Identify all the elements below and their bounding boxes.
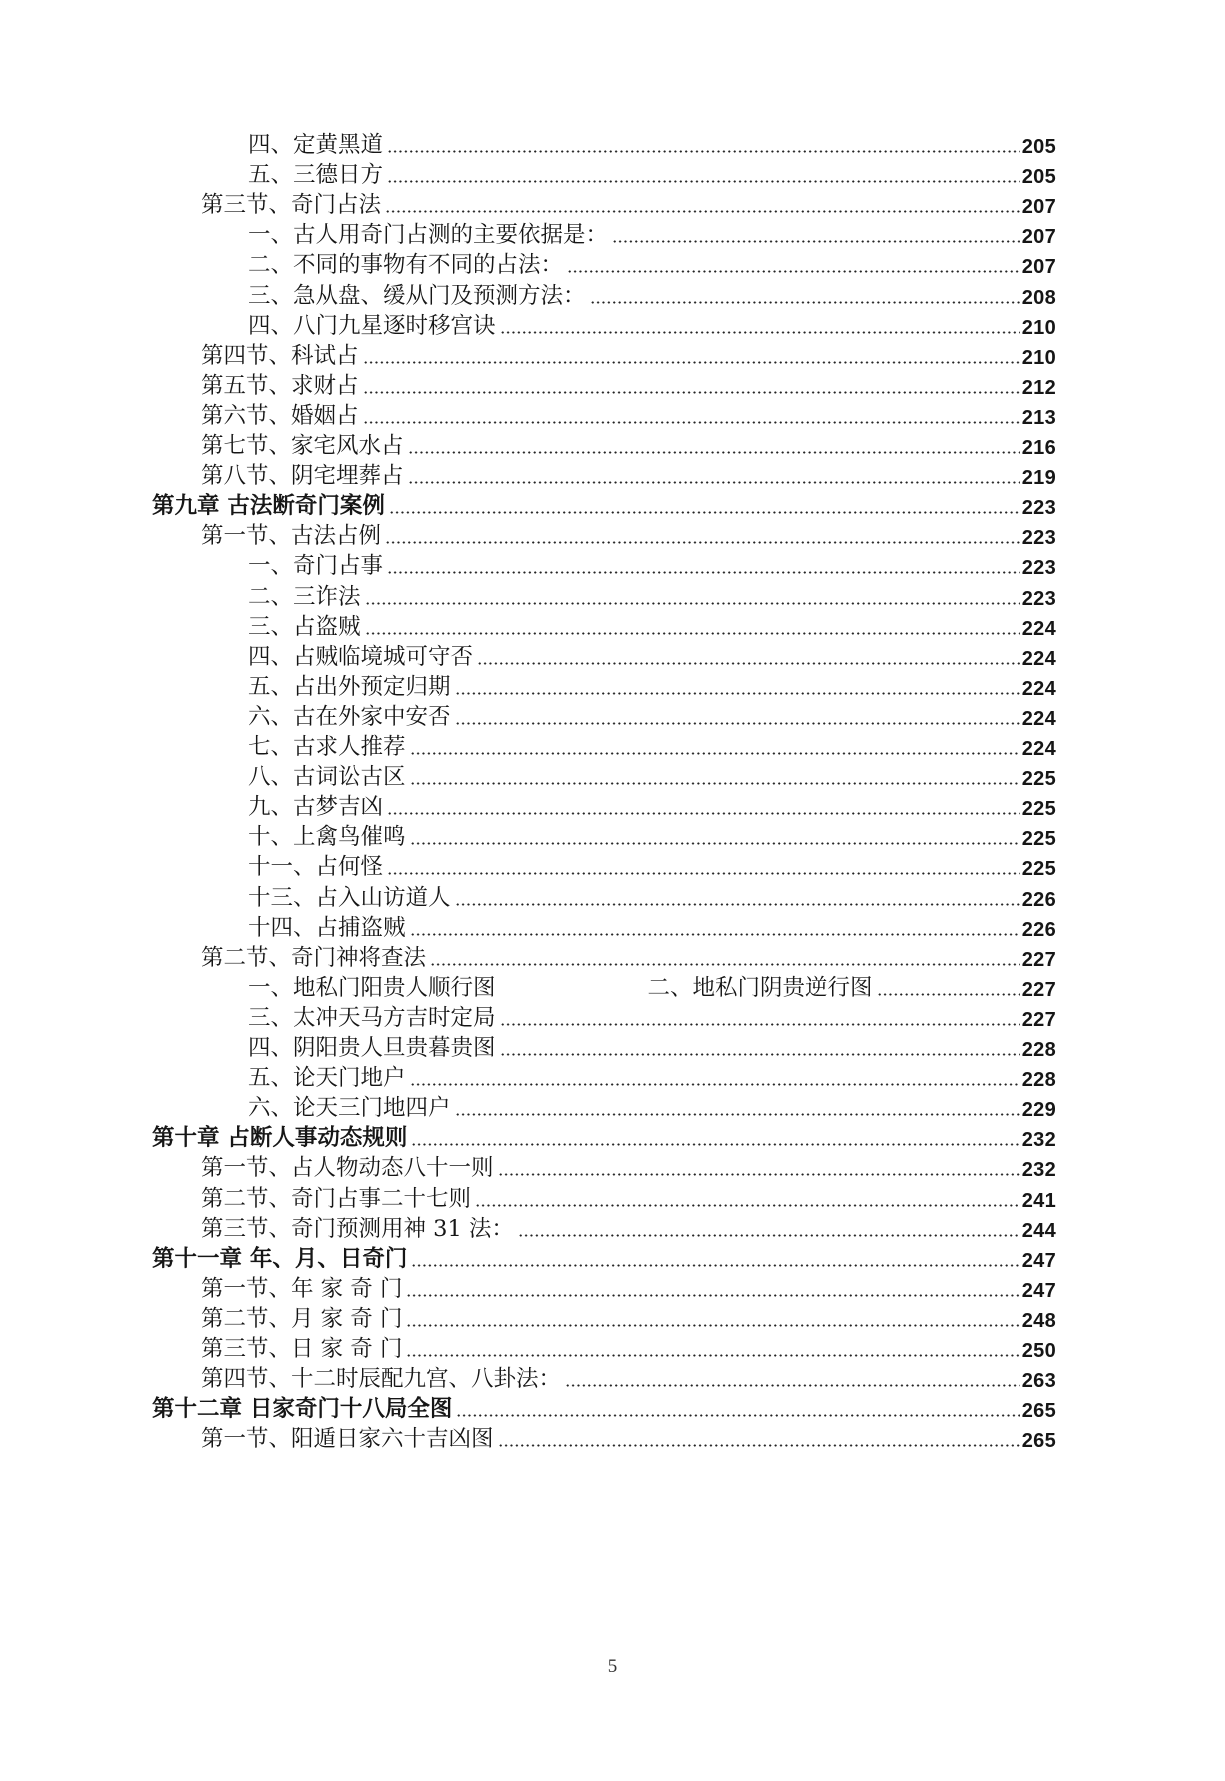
toc-entry[interactable] <box>248 1089 1056 1123</box>
toc-entry-title: 第五节、求财占 <box>201 372 359 399</box>
toc-entry[interactable] <box>201 1300 1056 1334</box>
toc-entry-page: 216 <box>1021 437 1056 459</box>
toc-entry[interactable] <box>248 848 1056 882</box>
dot-leader <box>565 1384 1020 1387</box>
dot-leader <box>455 1113 1020 1116</box>
toc-entry-title: 第三节、奇门预测用神 31 法： <box>201 1215 514 1242</box>
toc-entry-title: 第三节、奇门占法 <box>201 192 382 219</box>
dot-leader <box>500 331 1020 334</box>
toc-entry[interactable] <box>201 1270 1056 1304</box>
dot-leader <box>500 1053 1020 1056</box>
dot-leader <box>363 391 1020 394</box>
toc-entry[interactable] <box>248 969 1056 1003</box>
toc-entry[interactable] <box>248 578 1056 612</box>
dot-leader <box>567 270 1020 273</box>
toc-entry-page: 212 <box>1021 376 1056 399</box>
toc-entry[interactable] <box>248 698 1056 732</box>
toc-entry-page: 250 <box>1021 1340 1056 1362</box>
toc-entry-title-secondary: 二、地私门阴贵逆行图 <box>647 974 873 1001</box>
toc-entry[interactable] <box>248 126 1056 160</box>
toc-entry-title: 第十一章 年、月、日奇门 <box>152 1245 408 1272</box>
toc-entry-page: 225 <box>1021 798 1056 821</box>
toc-entry[interactable] <box>248 999 1056 1033</box>
toc-entry-title: 第四节、十二时辰配九宫、八卦法： <box>201 1366 562 1393</box>
toc-entry-title: 第三节、日 家 奇 门 <box>201 1336 403 1362</box>
toc-entry[interactable] <box>248 818 1056 852</box>
toc-entry[interactable] <box>201 1330 1056 1364</box>
toc-entry-title: 三、占盗贼 <box>248 613 361 640</box>
toc-entry-page: 241 <box>1021 1189 1056 1212</box>
dot-leader <box>385 541 1020 544</box>
toc-entry-title: 第二节、月 家 奇 门 <box>201 1305 403 1332</box>
dot-leader <box>500 1023 1020 1026</box>
toc-entry-title: 九、古梦吉凶 <box>248 794 384 821</box>
toc-entry-page: 248 <box>1021 1309 1056 1332</box>
toc-entry-page: 213 <box>1021 406 1056 429</box>
dot-leader <box>477 662 1020 665</box>
toc-entry[interactable] <box>248 788 1056 822</box>
toc-entry-page: 208 <box>1021 286 1056 309</box>
toc-entry-page: 227 <box>1021 1008 1056 1031</box>
toc-entry-page: 228 <box>1021 1039 1056 1061</box>
toc-entry[interactable] <box>201 1180 1056 1214</box>
toc-entry-page: 210 <box>1021 316 1056 339</box>
toc-entry-title: 第九章 古法断奇门案例 <box>152 493 385 520</box>
toc-entry-page: 224 <box>1021 707 1056 730</box>
dot-leader <box>387 812 1020 815</box>
toc-entry[interactable] <box>152 1119 1056 1153</box>
toc-entry[interactable] <box>201 1210 1056 1244</box>
toc-entry[interactable] <box>248 909 1056 943</box>
toc-entry[interactable] <box>248 879 1056 913</box>
dot-leader <box>475 1204 1020 1207</box>
toc-entry[interactable] <box>152 487 1056 521</box>
toc-entry-page: 223 <box>1021 557 1056 580</box>
toc-entry-title: 第一节、占人物动态八十一则 <box>201 1155 494 1182</box>
toc-entry-page: 232 <box>1021 1159 1056 1182</box>
dot-leader <box>387 150 1020 153</box>
toc-entry[interactable] <box>248 216 1056 250</box>
toc-entry-title: 第一节、年 家 奇 门 <box>201 1275 403 1302</box>
dot-leader <box>498 1173 1020 1176</box>
dot-leader <box>877 993 1020 996</box>
toc-entry-title: 第八节、阴宅埋葬占 <box>201 463 404 490</box>
toc-entry-title: 七、古求人推荐 <box>248 734 406 760</box>
toc-entry-title: 八、古词讼古区 <box>248 764 406 791</box>
toc-entry-page: 228 <box>1021 1069 1056 1092</box>
toc-entry-page: 219 <box>1021 467 1056 490</box>
toc-entry[interactable] <box>201 427 1056 461</box>
toc-entry-page: 223 <box>1021 587 1056 610</box>
dot-leader <box>410 1083 1020 1086</box>
dot-leader <box>385 210 1020 213</box>
dot-leader <box>411 1143 1019 1146</box>
toc-entry-title: 五、占出外预定归期 <box>248 673 451 700</box>
toc-entry[interactable] <box>201 186 1056 220</box>
toc-entry[interactable] <box>201 337 1056 371</box>
toc-entry[interactable] <box>201 517 1056 551</box>
toc-entry[interactable] <box>248 156 1056 190</box>
toc-entry[interactable] <box>201 397 1056 431</box>
toc-entry-page: 205 <box>1021 136 1056 158</box>
toc-entry-title: 一、地私门阳贵人顺行图 <box>248 974 496 1001</box>
dot-leader <box>363 361 1020 364</box>
dot-leader <box>411 1264 1019 1267</box>
toc-entry-title: 六、论天三门地四户 <box>248 1095 451 1122</box>
toc-entry-page: 227 <box>1021 948 1056 971</box>
dot-leader <box>408 481 1020 484</box>
toc-entry-title: 五、论天门地户 <box>248 1065 406 1092</box>
toc-entry-page: 224 <box>1021 647 1056 670</box>
toc-entry[interactable] <box>248 307 1056 341</box>
toc-entry[interactable] <box>201 367 1056 401</box>
toc-entry-page: 223 <box>1021 527 1056 550</box>
toc-entry-title: 第四节、科试占 <box>201 342 359 369</box>
toc-entry-page: 224 <box>1021 617 1056 640</box>
toc-entry[interactable] <box>248 758 1056 792</box>
toc-entry-title: 六、古在外家中安否 <box>248 703 451 730</box>
toc-entry[interactable] <box>248 1059 1056 1093</box>
toc-entry-title: 十三、占入山访道人 <box>248 884 451 911</box>
toc-entry-page: 265 <box>1021 1430 1056 1453</box>
toc-entry-page: 226 <box>1021 888 1056 911</box>
dot-leader <box>455 903 1020 906</box>
toc-entry-page: 265 <box>1021 1400 1056 1423</box>
toc-entry-title: 四、阴阳贵人旦贵暮贵图 <box>248 1035 496 1061</box>
toc-entry[interactable] <box>152 1390 1056 1424</box>
dot-leader <box>518 1234 1020 1237</box>
toc-entry-page: 247 <box>1021 1249 1056 1272</box>
toc-entry[interactable] <box>248 668 1056 702</box>
dot-leader <box>389 511 1020 514</box>
toc-entry[interactable] <box>152 1240 1056 1274</box>
toc-entry[interactable] <box>248 547 1056 581</box>
dot-leader <box>498 1444 1020 1447</box>
toc-entry-page: 225 <box>1021 768 1056 791</box>
dot-leader <box>590 301 1020 304</box>
toc-entry-page: 229 <box>1021 1099 1056 1122</box>
dot-leader <box>410 933 1020 936</box>
dot-leader <box>406 1324 1019 1327</box>
toc-entry-title: 第六节、婚姻占 <box>201 402 359 429</box>
toc-entry-page: 244 <box>1021 1219 1056 1242</box>
toc-entry-page: 223 <box>1021 497 1056 520</box>
toc-entry-page: 226 <box>1021 918 1056 941</box>
toc-entry-title: 一、奇门占事 <box>248 553 384 580</box>
toc-entry-title: 第二节、奇门神将查法 <box>201 944 427 971</box>
toc-entry[interactable] <box>201 1360 1056 1394</box>
toc-entry-page: 227 <box>1021 978 1056 1001</box>
dot-leader <box>456 1414 1019 1417</box>
toc-entry[interactable] <box>201 1149 1056 1183</box>
toc-entry-page: 263 <box>1021 1370 1056 1393</box>
toc-entry-title: 四、八门九星逐时移宫诀 <box>248 312 496 339</box>
toc-entry-title: 三、太冲天马方吉时定局 <box>248 1004 496 1031</box>
toc-entry[interactable] <box>248 638 1056 672</box>
toc-entry-page: 207 <box>1021 196 1056 219</box>
dot-leader <box>430 963 1020 966</box>
toc-entry-title: 第二节、奇门占事二十七则 <box>201 1185 472 1212</box>
toc-entry-page: 225 <box>1021 828 1056 851</box>
toc-entry-title: 五、三德日方 <box>248 162 384 189</box>
toc-entry-title: 第七节、家宅风水占 <box>201 433 404 459</box>
toc-entry-title: 十、上禽鸟催鸣 <box>248 824 406 851</box>
dot-leader <box>406 1354 1019 1357</box>
dot-leader <box>455 692 1020 695</box>
dot-leader <box>365 602 1020 605</box>
toc-entry-page: 205 <box>1021 166 1056 189</box>
toc-entry-title: 四、占贼临境城可守否 <box>248 643 474 670</box>
toc-entry-title: 第十章 占断人事动态规则 <box>152 1125 408 1152</box>
toc-entry[interactable] <box>201 1420 1056 1454</box>
toc-entry-title: 十四、占捕盗贼 <box>248 914 406 941</box>
dot-leader <box>406 1294 1019 1297</box>
toc-entry-page: 225 <box>1021 858 1056 881</box>
dot-leader <box>410 782 1020 785</box>
dot-leader <box>387 571 1020 574</box>
toc-entry[interactable] <box>201 939 1056 973</box>
dot-leader <box>410 752 1020 755</box>
toc-entry[interactable] <box>248 246 1056 280</box>
toc-entry-page: 207 <box>1021 256 1056 279</box>
toc-entry[interactable] <box>248 277 1056 311</box>
toc-entry-title: 十一、占何怪 <box>248 854 384 881</box>
toc-entry-page: 232 <box>1021 1129 1056 1152</box>
dot-leader <box>455 722 1020 725</box>
dot-leader <box>387 872 1020 875</box>
toc-entry-page: 224 <box>1021 677 1056 700</box>
dot-leader <box>612 240 1020 243</box>
toc-entry-page: 207 <box>1021 226 1056 249</box>
toc-entry[interactable] <box>201 457 1056 491</box>
dot-leader <box>387 180 1020 183</box>
page-number: 5 <box>607 1656 618 1677</box>
toc-entry-title: 二、不同的事物有不同的占法： <box>248 252 564 279</box>
toc-entry[interactable] <box>248 728 1056 762</box>
toc-entry-title: 第十二章 日家奇门十八局全图 <box>152 1396 453 1423</box>
toc-entry-title: 二、三诈法 <box>248 583 361 610</box>
dot-leader <box>410 842 1020 845</box>
toc-entry[interactable] <box>248 608 1056 642</box>
toc-entry-title: 第一节、古法占例 <box>201 523 382 550</box>
toc-entry[interactable] <box>248 1029 1056 1063</box>
toc-entry-page: 210 <box>1021 346 1056 369</box>
dot-leader <box>363 421 1020 424</box>
toc-entry-page: 247 <box>1021 1279 1056 1302</box>
toc-entry-page: 224 <box>1021 738 1056 760</box>
dot-leader <box>408 451 1020 454</box>
dot-leader <box>365 632 1020 635</box>
toc-entry-title: 一、古人用奇门占测的主要依据是： <box>248 222 609 249</box>
toc-entry-title: 第一节、阳遁日家六十吉凶图 <box>201 1426 494 1453</box>
toc-entry-title: 四、定黄黑道 <box>248 132 384 158</box>
toc-entry-title: 三、急从盘、缓从门及预测方法： <box>248 282 586 309</box>
